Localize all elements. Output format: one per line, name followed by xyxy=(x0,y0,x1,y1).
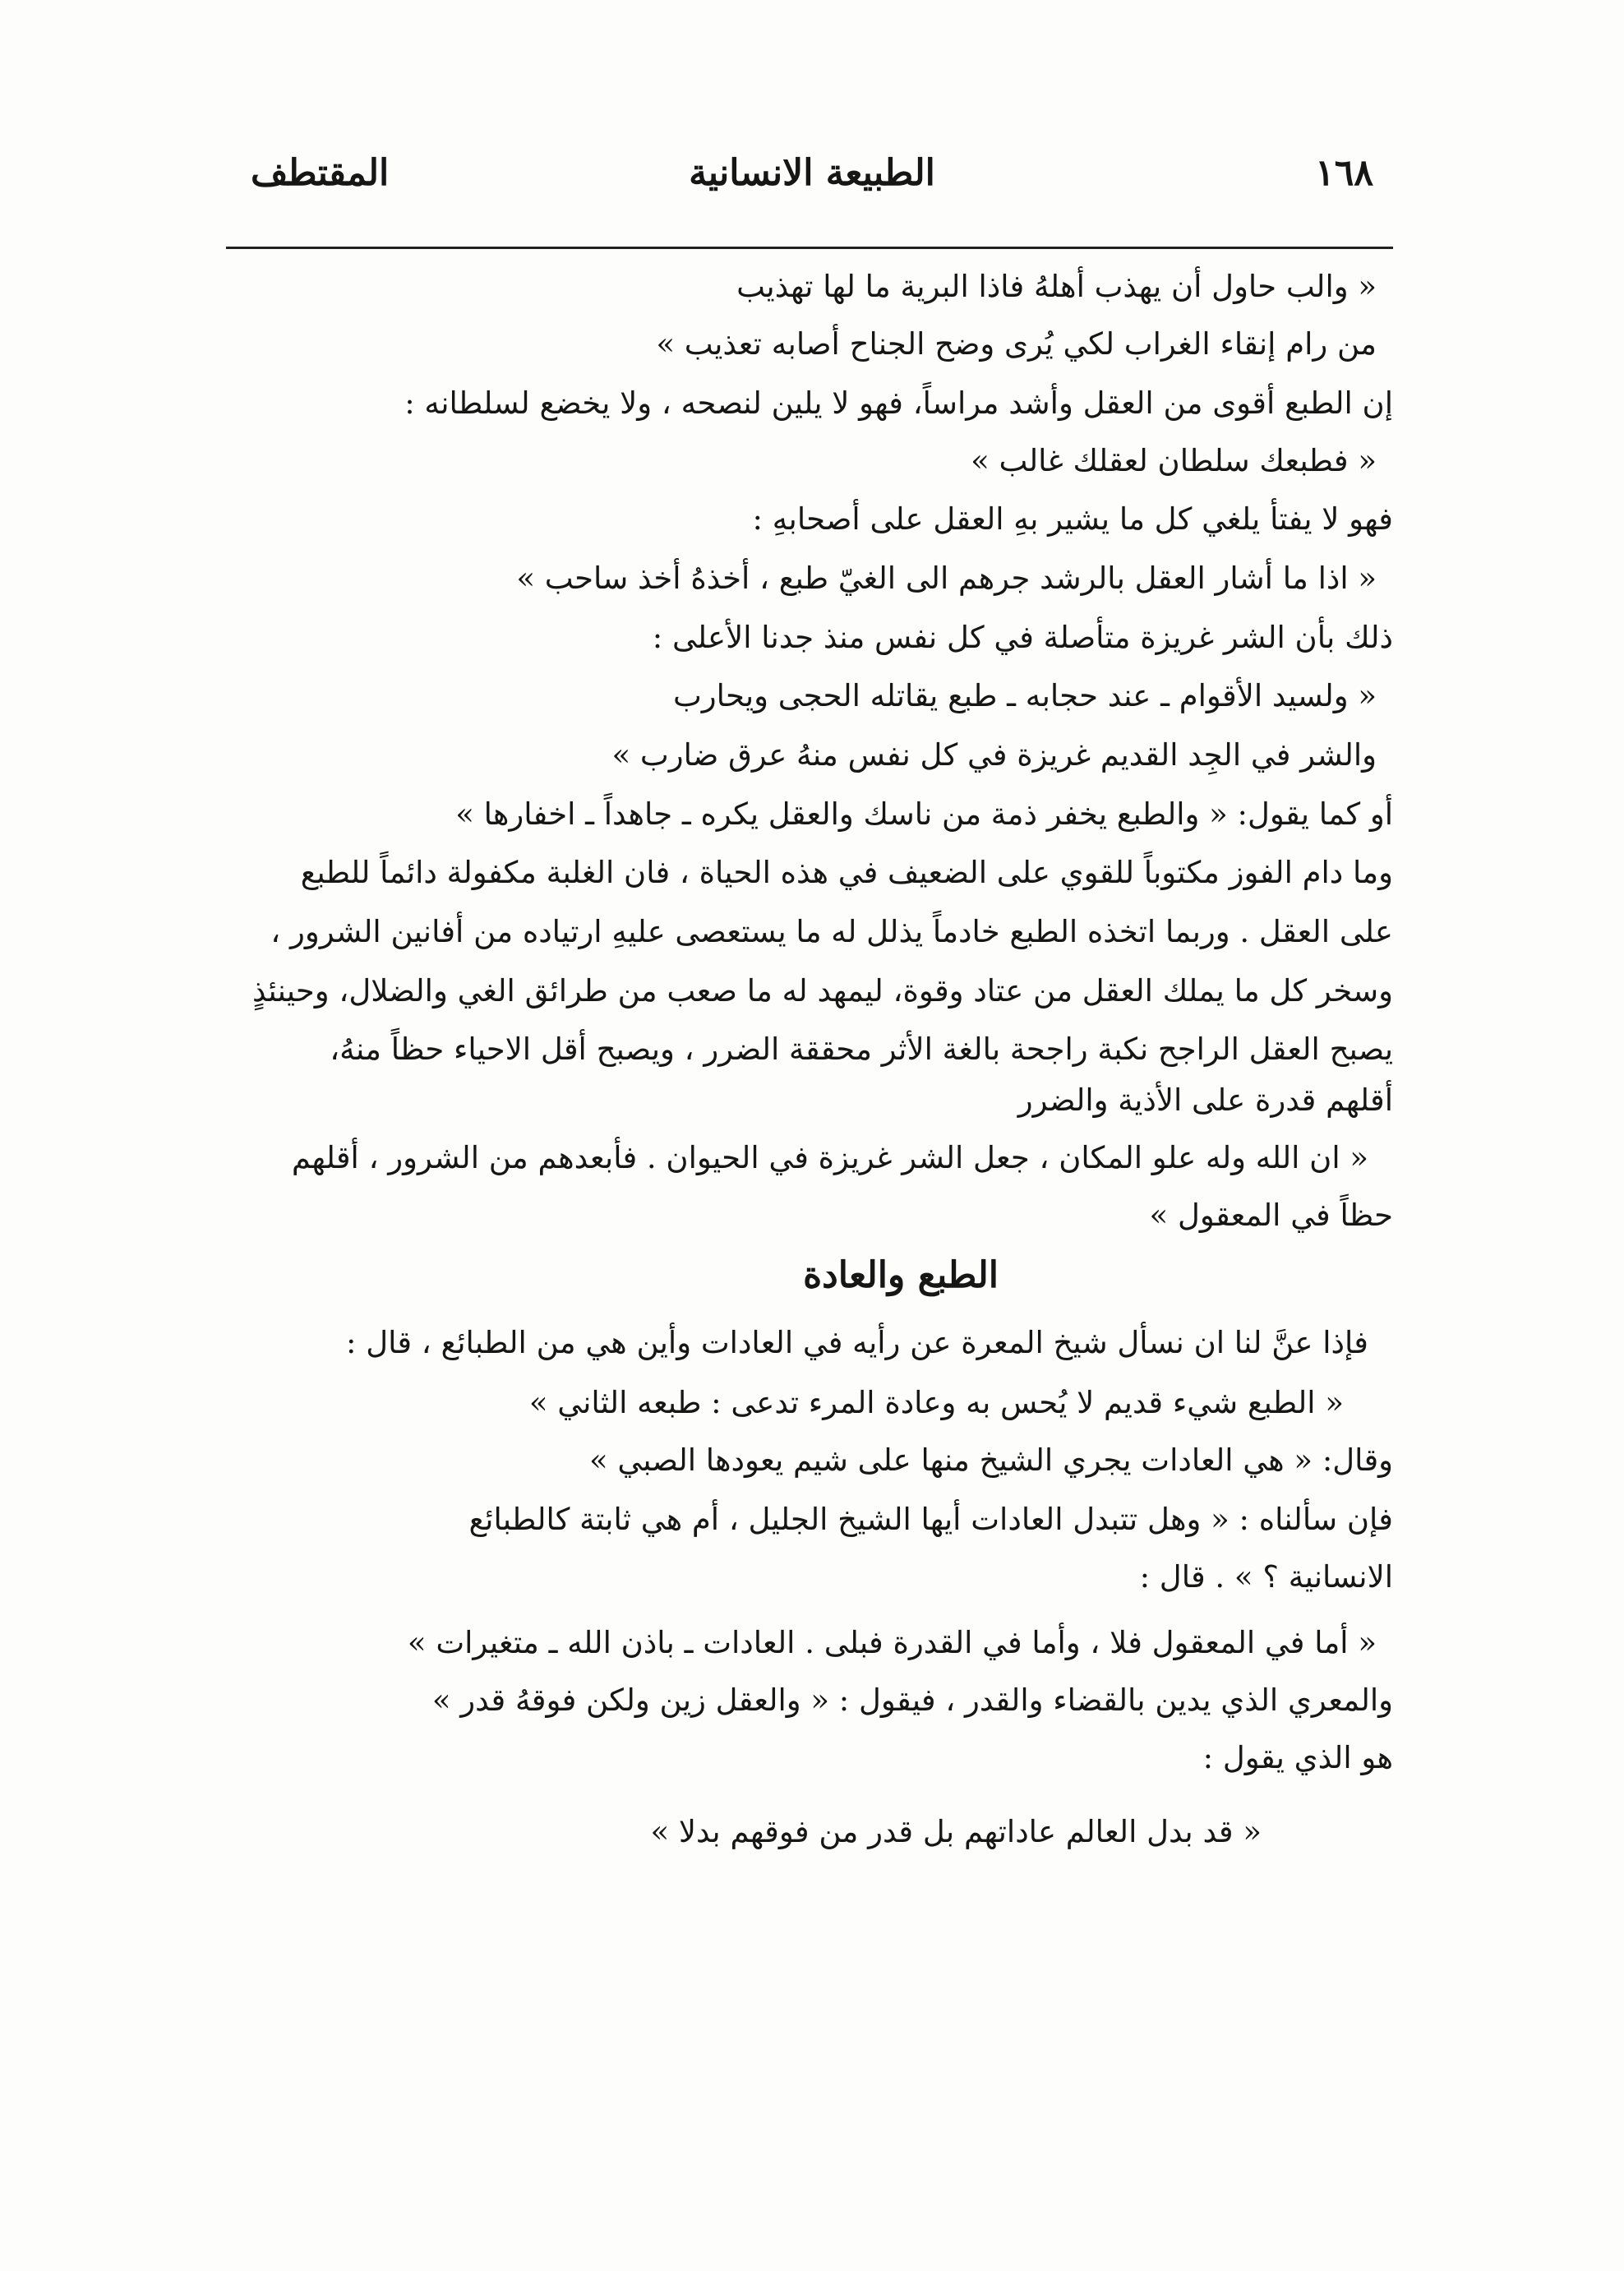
verse-line: والشر في الجِد القديم غريزة في كل نفس منهُ عرق ضارب » xyxy=(611,737,1377,773)
text-line: وسخر كل ما يملك العقل من عتاد وقوة، ليمهد له ما صعب من طرائق الغي والضلال، وحينئذٍ xyxy=(251,973,1393,1009)
verse-line: « الطبع شيء قديم لا يُحس به وعادة المرء تدعى : طبعه الثاني » xyxy=(528,1385,1344,1420)
verse-line: « ولسيد الأقوام ـ عند حجابه ـ طبع يقاتله الحجى ويحارب xyxy=(672,678,1377,713)
quote-line: « فطبعك سلطان لعقلك غالب » xyxy=(971,443,1377,478)
verse-line: « والب حاول أن يهذب أهلهُ فاذا البرية ما لها تهذيب xyxy=(736,269,1377,304)
text-line: ذلك بأن الشر غريزة متأصلة في كل نفس منذ جدنا الأعلى : xyxy=(652,620,1393,655)
page-number: ١٦٨ xyxy=(1315,152,1373,194)
journal-name: المقتطف xyxy=(251,152,390,194)
text-line: إن الطبع أقوى من العقل وأشد مراساً، فهو لا يلين لنصحه ، ولا يخضع لسلطانه : xyxy=(404,385,1393,421)
text-line: هو الذي يقول : xyxy=(1202,1740,1393,1775)
text-line: على العقل . وربما اتخذه الطبع خادماً يذلل له ما يستعصى عليهِ ارتياده من أفانين الشرور ، xyxy=(270,914,1393,949)
text-line: وما دام الفوز مكتوباً للقوي على الضعيف في هذه الحياة ، فان الغلبة مكفولة دائماً للطبع xyxy=(300,855,1393,890)
verse-line: « قد بدل العالم عاداتهم بل قدر من فوقهم بدلا » xyxy=(650,1814,1262,1849)
text-line: الانسانية ؟ » . قال : xyxy=(1139,1559,1393,1595)
running-title: الطبيعة الانسانية xyxy=(689,152,935,194)
text-line: والمعري الذي يدين بالقضاء والقدر ، فيقول : « والعقل زين ولكن فوقهُ قدر » xyxy=(431,1682,1393,1718)
section-heading: الطبع والعادة xyxy=(803,1254,999,1296)
text-line: أقلهم قدرة على الأذية والضرر xyxy=(1017,1082,1393,1118)
text-line: وقال: « هي العادات يجري الشيخ منها على شيم يعودها الصبي » xyxy=(588,1442,1393,1478)
verse-line: من رام إنقاء الغراب لكي يُرى وضح الجناح أصابه تعذيب » xyxy=(656,326,1377,362)
header-rule xyxy=(226,247,1393,249)
text-line: يصبح العقل الراجح نكبة راجحة بالغة الأثر محققة الضرر ، ويصبح أقل الاحياء حظاً منهُ، xyxy=(330,1032,1393,1067)
verse-line: « اذا ما أشار العقل بالرشد جرهم الى الغيّ طبع ، أخذهُ أخذ ساحب » xyxy=(516,561,1377,596)
quote-line: « ان الله وله علو المكان ، جعل الشر غريزة في الحيوان . فأبعدهم من الشرور ، أقلهم xyxy=(291,1140,1368,1175)
quote-line: « أما في المعقول فلا ، وأما في القدرة فبلى . العادات ـ باذن الله ـ متغيرات » xyxy=(407,1625,1377,1660)
page-header xyxy=(251,152,1373,210)
text-line: أو كما يقول: « والطبع يخفر ذمة من ناسك والعقل يكره ـ جاهداً ـ اخفارها » xyxy=(455,796,1393,832)
text-line: فإن سألناه : « وهل تتبدل العادات أيها الشيخ الجليل ، أم هي ثابتة كالطبائع xyxy=(468,1502,1393,1537)
text-line: فإذا عنَّ لنا ان نسأل شيخ المعرة عن رأيه في العادات وأين هي من الطبائع ، قال : xyxy=(345,1325,1368,1360)
quote-line: حظاً في المعقول » xyxy=(1149,1198,1393,1233)
text-line: فهو لا يفتأ يلغي كل ما يشير بهِ العقل على أصحابهِ : xyxy=(752,501,1393,537)
